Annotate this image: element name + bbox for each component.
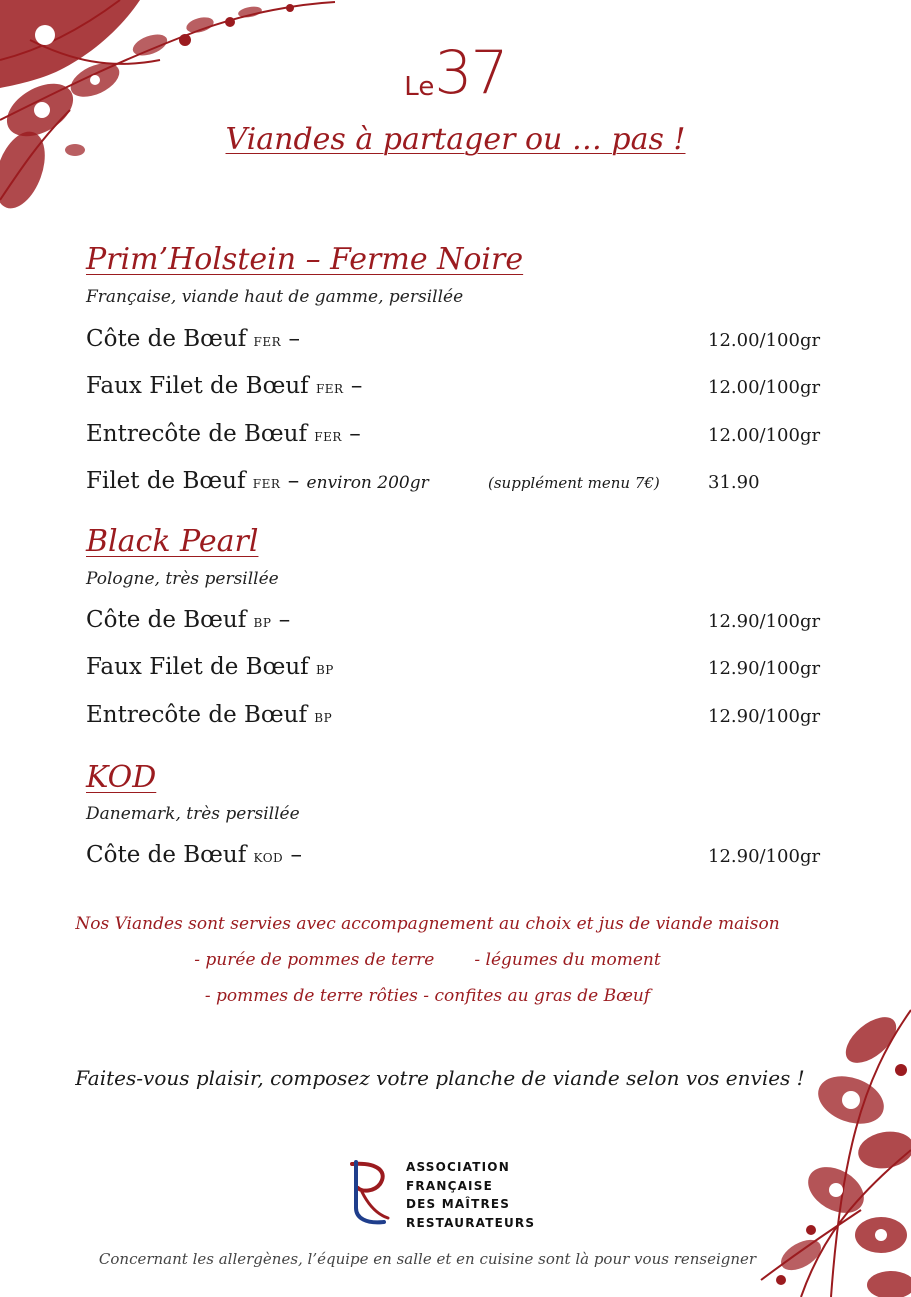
item-code: BP: [314, 711, 333, 725]
menu-item: [86, 607, 826, 637]
logo-prefix: Le: [404, 72, 435, 102]
section-title-kod: KOD: [86, 760, 157, 795]
item-name: Faux Filet de Bœuf: [86, 373, 309, 399]
item-price: 12.90/100gr: [708, 706, 821, 727]
section-title-black-pearl: Black Pearl: [86, 524, 259, 559]
item-code: BP: [253, 616, 272, 630]
item-name: Côte de Bœuf: [86, 326, 247, 352]
section-subtitle-kod: Danemark, très persillée: [86, 804, 300, 824]
item-name: Entrecôte de Bœuf: [86, 421, 307, 447]
menu-item: [86, 842, 826, 872]
item-supplement: (supplément menu 7€): [488, 474, 660, 492]
section-subtitle-black-pearl: Pologne, très persillée: [86, 569, 279, 589]
item-price: 12.90/100gr: [708, 611, 821, 632]
item-price: 12.90/100gr: [708, 658, 821, 679]
restaurant-logo: [0, 38, 911, 108]
association-line: FRANÇAISE: [406, 1178, 493, 1193]
compose-board-tagline: Faites-vous plaisir, composez votre planche de viande selon vos envies !: [75, 1066, 805, 1090]
item-dash: –: [290, 842, 302, 868]
item-code: FER: [253, 335, 282, 349]
item-price: 12.00/100gr: [708, 377, 821, 398]
section-subtitle-prim-holstein: Française, viande haut de gamme, persillée: [86, 287, 464, 307]
item-dash: –: [288, 326, 300, 352]
item-price: 12.00/100gr: [708, 425, 821, 446]
accompaniment-option: - légumes du moment: [474, 950, 661, 970]
accompaniment-options-row: [0, 950, 855, 970]
item-dash: –: [287, 468, 300, 494]
association-logo: [348, 1158, 568, 1230]
item-price: 31.90: [708, 472, 760, 493]
accompaniment-option: - purée de pommes de terre: [194, 950, 435, 970]
menu-item: [86, 421, 826, 451]
logo-number: 37: [434, 38, 507, 108]
maitres-restaurateurs-emblem-icon: [348, 1158, 392, 1226]
association-line: DES MAÎTRES: [406, 1197, 511, 1211]
floral-decoration-top-left: [0, 0, 340, 230]
item-code: FER: [252, 477, 281, 491]
page-title: Viandes à partager ou … pas !: [225, 122, 686, 157]
item-name: Entrecôte de Bœuf: [86, 702, 307, 728]
item-name: Faux Filet de Bœuf: [86, 654, 309, 680]
item-code: BP: [315, 663, 334, 677]
accompaniment-option: - pommes de terre rôties - confites au gras de Bœuf: [204, 986, 651, 1006]
item-name: Côte de Bœuf: [86, 842, 247, 868]
item-dash: –: [278, 607, 291, 633]
menu-item: [86, 326, 826, 356]
association-line: ASSOCIATION: [406, 1160, 510, 1174]
allergens-notice: Concernant les allergènes, l’équipe en salle et en cuisine sont là pour vous renseigner: [98, 1250, 757, 1268]
menu-item: [86, 373, 826, 403]
item-name: Côte de Bœuf: [86, 607, 247, 633]
item-price: 12.00/100gr: [708, 330, 821, 351]
item-dash: –: [349, 421, 361, 447]
item-dash: –: [350, 373, 363, 399]
menu-item: [86, 702, 826, 732]
association-line: RESTAURATEURS: [406, 1215, 536, 1230]
menu-item: [86, 654, 826, 684]
item-name: Filet de Bœuf: [86, 468, 246, 494]
item-code: FER: [315, 382, 344, 396]
item-code: KOD: [253, 851, 284, 865]
menu-item: [86, 468, 826, 498]
item-note: environ 200gr: [306, 473, 429, 493]
item-price: 12.90/100gr: [708, 846, 821, 867]
accompaniment-intro: Nos Viandes sont servies avec accompagnement au choix et jus de viande maison: [75, 914, 780, 934]
section-title-prim-holstein: Prim’Holstein – Ferme Noire: [86, 242, 524, 277]
item-code: FER: [314, 430, 342, 444]
